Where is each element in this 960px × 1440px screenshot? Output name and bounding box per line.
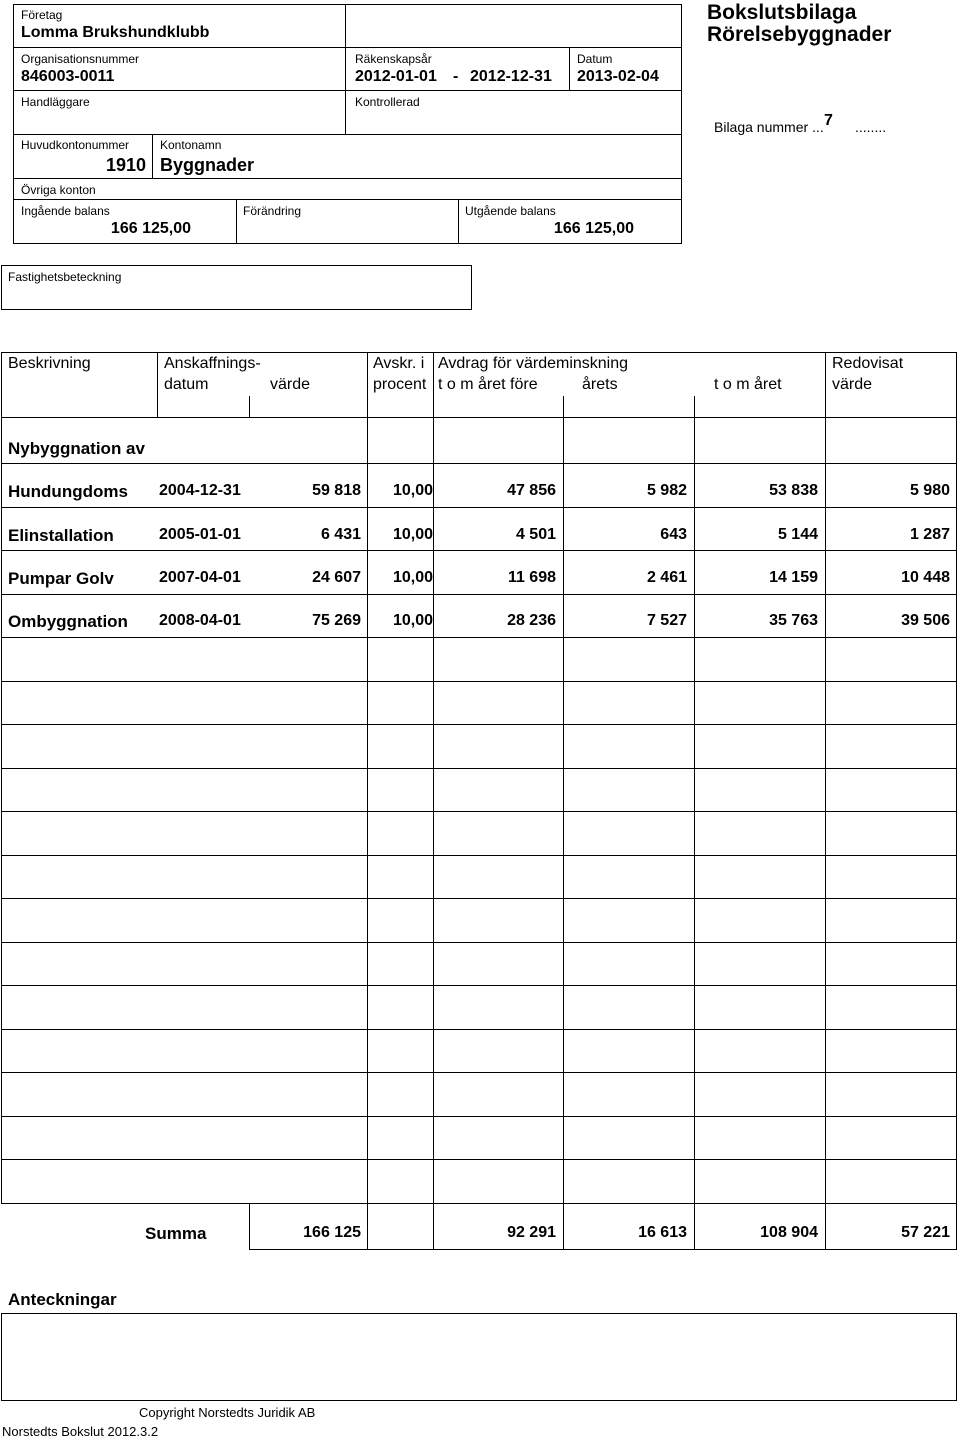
ovriga-konton-label: Övriga konton [21, 183, 96, 197]
divider [1, 768, 957, 769]
divider [1, 463, 957, 464]
th-arets: årets [582, 376, 618, 393]
divider [157, 352, 158, 417]
row-value: 59 818 [312, 482, 361, 499]
anteckningar-box [1, 1313, 957, 1401]
row-date: 2007-04-01 [159, 569, 241, 586]
handlaggare-label: Handläggare [21, 95, 90, 109]
divider [1, 681, 957, 682]
divider [1, 811, 957, 812]
th-datum: datum [164, 376, 209, 393]
divider [1, 550, 957, 551]
rakenskapsar-sep: - [453, 68, 459, 85]
divider [13, 47, 682, 48]
utgaende-label: Utgående balans [465, 204, 556, 218]
bilaga-number: 7 [824, 112, 833, 129]
divider [1, 942, 957, 943]
row-desc: Elinstallation [8, 526, 114, 545]
row-date: 2004-12-31 [159, 482, 241, 499]
datum-value: 2013-02-04 [577, 68, 659, 85]
row-desc: Hundungdoms [8, 482, 128, 501]
divider [1, 507, 957, 508]
divider [1, 1072, 957, 1073]
divider [1, 637, 957, 638]
version: Norstedts Bokslut 2012.3.2 [2, 1424, 159, 1439]
row-book: 5 980 [909, 482, 950, 499]
ingaende-value: 166 125,00 [110, 220, 191, 237]
row-date: 2005-01-01 [159, 526, 241, 543]
utgaende-value: 166 125,00 [553, 220, 634, 237]
row-before: 11 698 [507, 569, 556, 586]
anteckningar-label: Anteckningar [8, 1290, 117, 1309]
th-avskr: Avskr. i [373, 355, 425, 372]
th-tom: t o m året [714, 376, 782, 393]
divider [1, 855, 957, 856]
rakenskapsar-from: 2012-01-01 [355, 68, 437, 85]
row-book: 1 287 [909, 526, 950, 543]
divider [1, 1029, 957, 1030]
page-subtitle: Rörelsebyggnader [707, 23, 892, 46]
th-anskaffnings: Anskaffnings- [164, 355, 261, 372]
row-before: 47 856 [507, 482, 556, 499]
divider [152, 134, 153, 178]
divider [249, 396, 250, 417]
huvudkonto-value: 1910 [105, 155, 146, 175]
row-year: 2 461 [646, 569, 687, 586]
bilaga-dots: ........ [855, 119, 887, 135]
summa-before: 92 291 [507, 1224, 556, 1241]
row-before: 28 236 [507, 612, 556, 629]
row-value: 6 431 [320, 526, 361, 543]
divider [13, 178, 682, 179]
divider [1, 1159, 957, 1160]
row-year: 5 982 [646, 482, 687, 499]
row-pct: 10,00 [392, 612, 433, 629]
th-varde: värde [270, 376, 311, 393]
row-book: 39 506 [901, 612, 950, 629]
row-desc: Ombyggnation [8, 612, 128, 631]
row-total: 35 763 [769, 612, 818, 629]
row-pct: 10,00 [392, 569, 433, 586]
th-fore: t o m året före [438, 376, 538, 393]
summa-label: Summa [145, 1224, 207, 1243]
row-pct: 10,00 [392, 482, 433, 499]
divider [13, 199, 682, 200]
row-total: 5 144 [777, 526, 818, 543]
summa-book: 57 221 [901, 1224, 950, 1241]
divider [1, 898, 957, 899]
th-avdrag: Avdrag för värdeminskning [438, 355, 629, 372]
company-name: Lomma Brukshundklubb [21, 24, 210, 41]
kontonamn-label: Kontonamn [160, 138, 222, 152]
divider [458, 199, 459, 244]
divider [249, 1204, 250, 1250]
datum-label: Datum [577, 52, 613, 66]
divider [1, 352, 2, 1204]
forandring-label: Förändring [243, 204, 302, 218]
group-label: Nybyggnation av [8, 439, 145, 458]
divider [236, 199, 237, 244]
th-redovisat: Redovisat [832, 355, 904, 372]
page-title: Bokslutsbilaga [707, 1, 857, 24]
divider [694, 396, 695, 1250]
orgnr-value: 846003-0011 [21, 68, 115, 85]
row-book: 10 448 [901, 569, 950, 586]
fastighet-label: Fastighetsbeteckning [8, 270, 122, 284]
row-value: 24 607 [312, 569, 361, 586]
divider [1, 594, 957, 595]
divider [1, 1116, 957, 1117]
divider [13, 134, 682, 135]
row-desc: Pumpar Golv [8, 569, 114, 588]
ingaende-label: Ingående balans [21, 204, 110, 218]
kontonamn-value: Byggnader [160, 155, 255, 175]
row-year: 7 527 [646, 612, 687, 629]
th-procent: procent [373, 376, 427, 393]
divider [563, 396, 564, 1250]
divider [13, 90, 682, 91]
th-beskrivning: Beskrivning [8, 355, 91, 372]
huvudkonto-label: Huvudkontonummer [21, 138, 130, 152]
orgnr-label: Organisationsnummer [21, 52, 140, 66]
row-total: 14 159 [769, 569, 818, 586]
foretag-label: Företag [21, 8, 63, 22]
divider [1, 417, 957, 418]
copyright: Copyright Norstedts Juridik AB [139, 1405, 316, 1420]
divider [569, 47, 570, 90]
row-before: 4 501 [515, 526, 556, 543]
summa-value: 166 125 [303, 1224, 361, 1241]
th-redovisat-varde: värde [832, 376, 873, 393]
bilaga-label: Bilaga nummer ... [714, 119, 824, 135]
divider [345, 4, 346, 134]
row-date: 2008-04-01 [159, 612, 241, 629]
row-pct: 10,00 [392, 526, 433, 543]
rakenskapsar-label: Räkenskapsår [355, 52, 432, 66]
divider [1, 724, 957, 725]
row-year: 643 [660, 526, 687, 543]
kontrollerad-label: Kontrollerad [355, 95, 420, 109]
divider [1, 985, 957, 986]
summa-blank [0, 1204, 249, 1251]
row-total: 53 838 [769, 482, 818, 499]
rakenskapsar-to: 2012-12-31 [470, 68, 552, 85]
summa-year: 16 613 [638, 1224, 687, 1241]
row-value: 75 269 [312, 612, 361, 629]
summa-total: 108 904 [760, 1224, 818, 1241]
